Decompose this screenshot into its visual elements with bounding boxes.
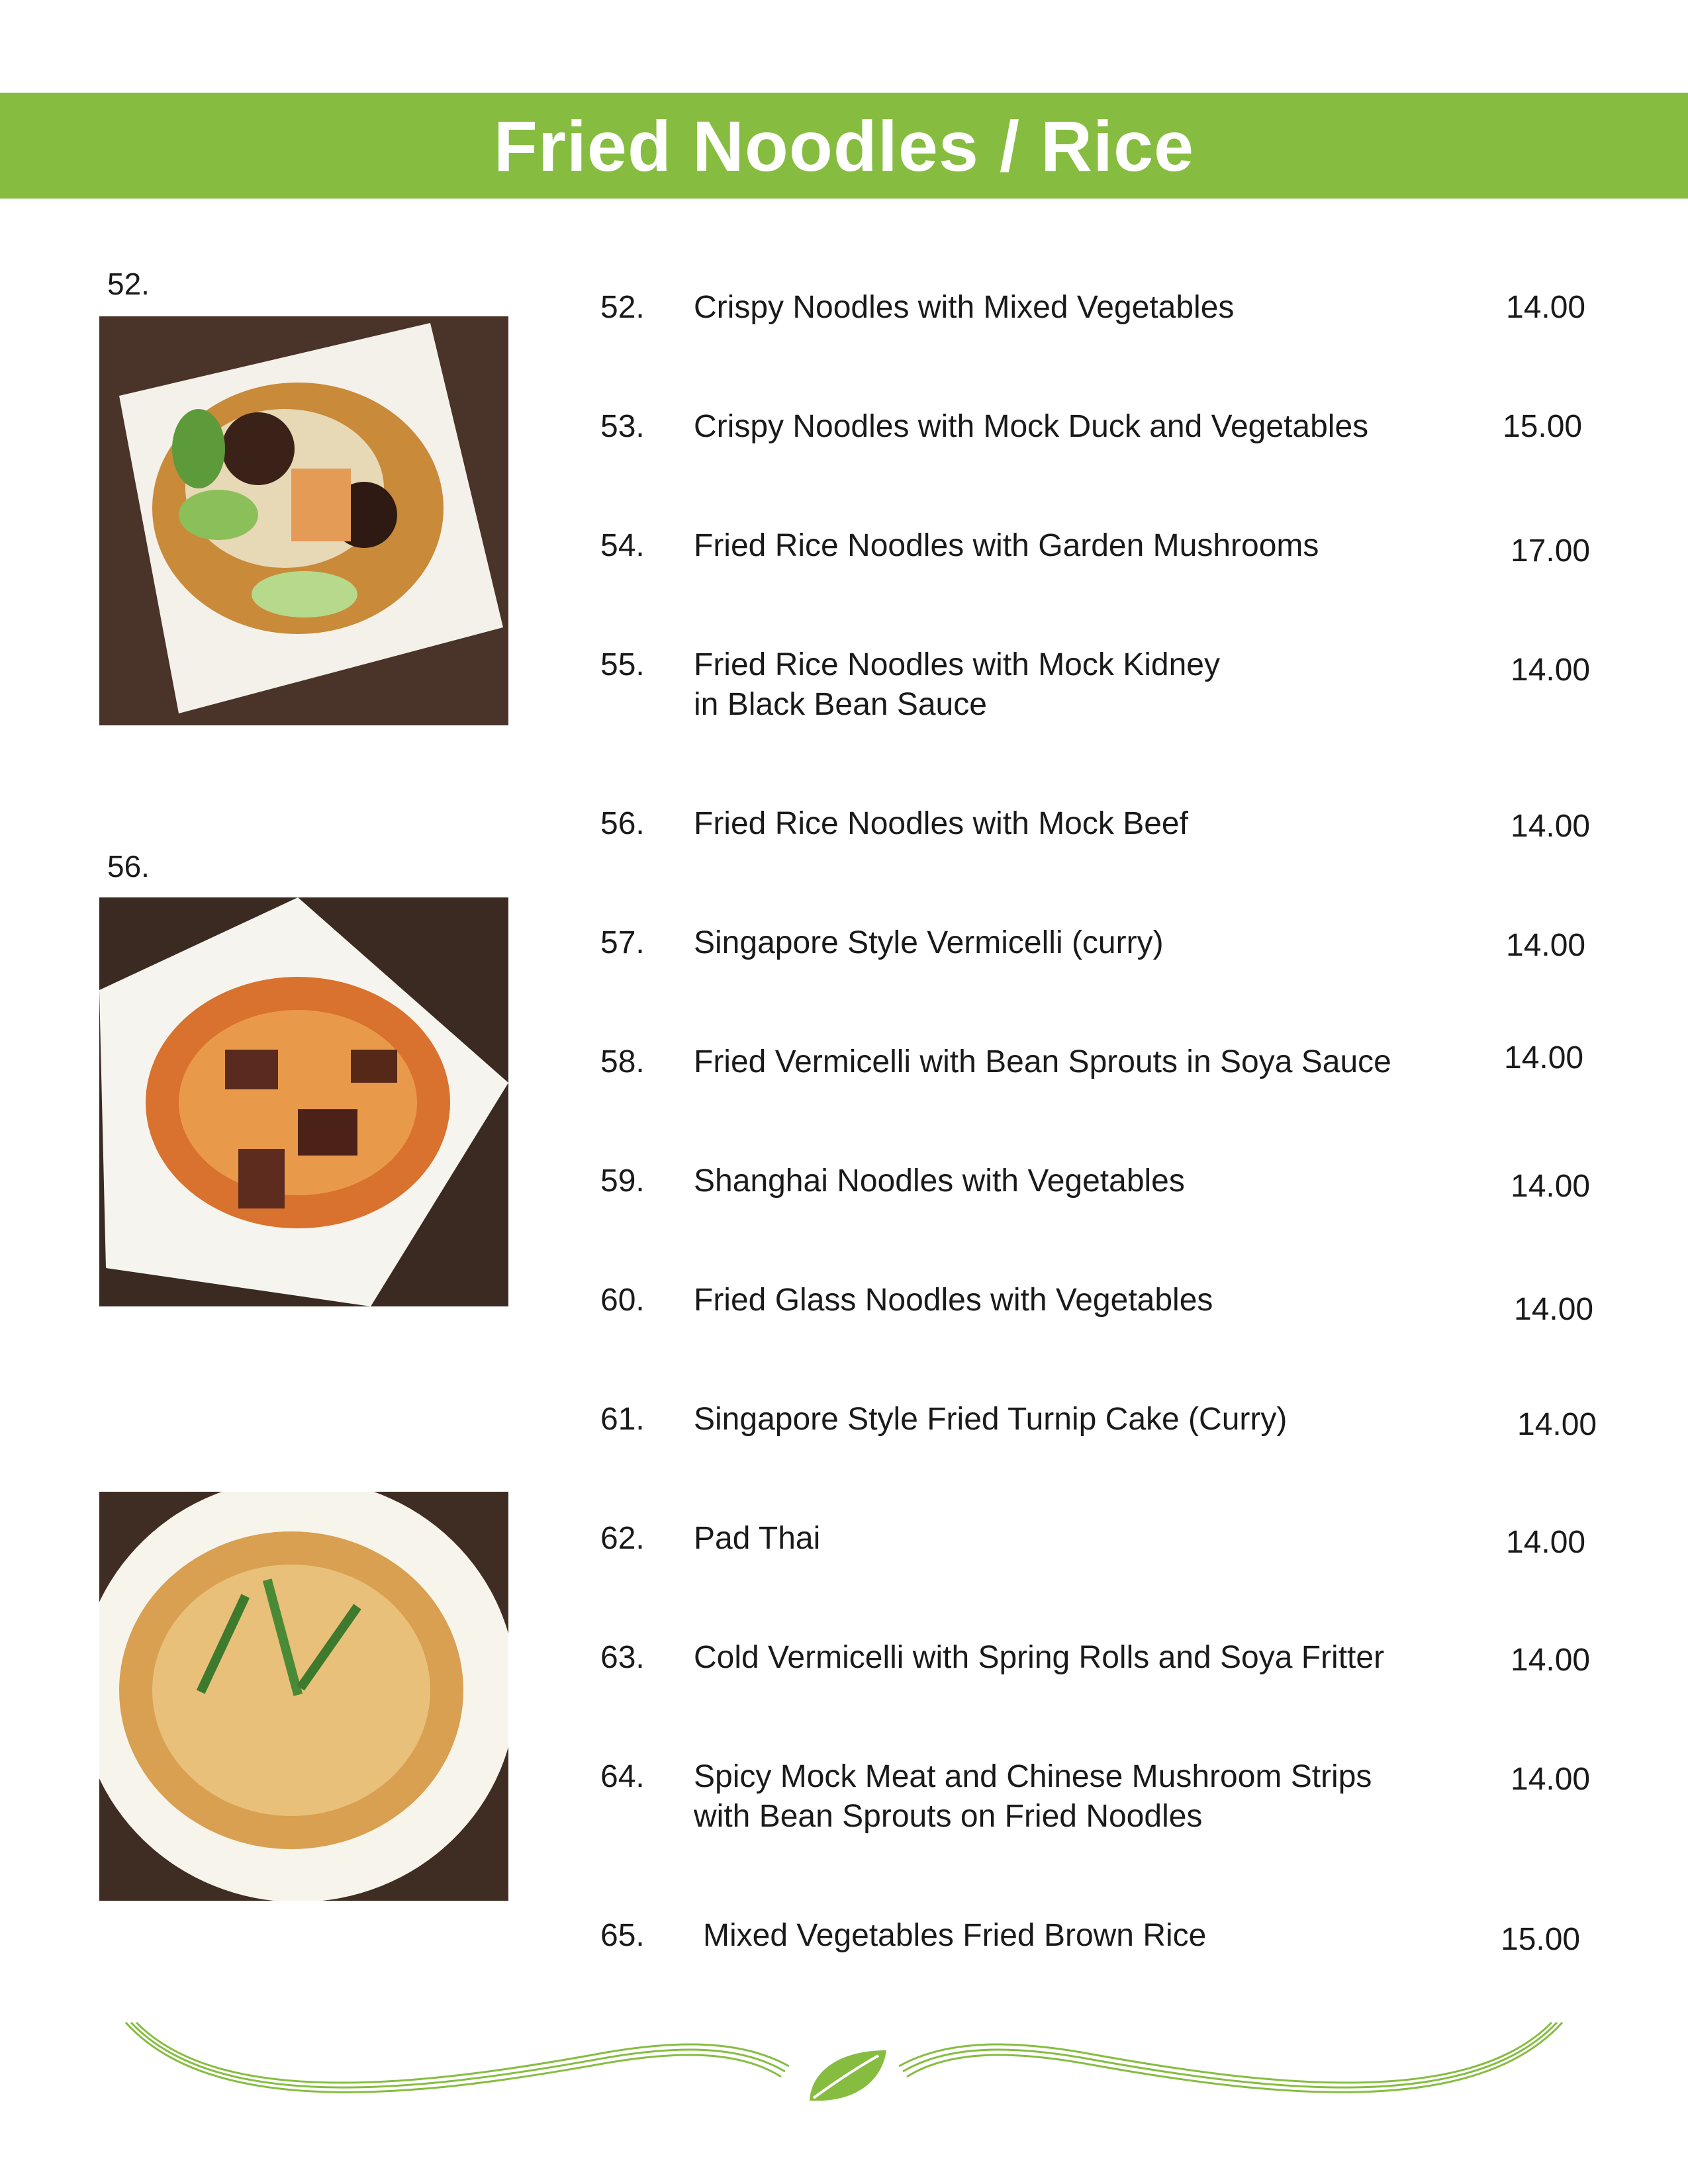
leaf-icon	[804, 2046, 890, 2106]
item-name: Fried Rice Noodles with Mock Beef	[694, 806, 1188, 841]
item-name: Crispy Noodles with Mixed Vegetables	[694, 290, 1235, 325]
dish-photo-crispy-noodles	[99, 316, 508, 725]
photo-label: 52.	[107, 267, 150, 301]
item-price: 14.00	[1511, 653, 1591, 688]
item-name: Mixed Vegetables Fried Brown Rice	[703, 1918, 1207, 1953]
item-number: 62.	[600, 1521, 645, 1556]
item-price: 15.00	[1503, 409, 1583, 444]
item-price: 14.00	[1504, 1040, 1584, 1075]
item-number: 59.	[600, 1163, 645, 1199]
item-name: Fried Rice Noodles with Garden Mushrooms	[694, 528, 1319, 563]
item-price: 14.00	[1511, 1762, 1591, 1797]
title-banner	[0, 93, 1688, 199]
item-name: Fried Vermicelli with Bean Sprouts in Soya Sauce	[694, 1044, 1391, 1079]
item-name: Singapore Style Fried Turnip Cake (Curry)	[694, 1402, 1288, 1437]
item-number: 58.	[600, 1044, 645, 1079]
item-price: 14.00	[1506, 1525, 1586, 1560]
item-name: Fried Rice Noodles with Mock Kidney	[694, 647, 1220, 682]
item-name: Cold Vermicelli with Spring Rolls and Soya Fritter	[694, 1640, 1385, 1675]
item-name: Fried Glass Noodles with Vegetables	[694, 1283, 1213, 1318]
item-price: 15.00	[1501, 1922, 1581, 1957]
item-price: 14.00	[1506, 928, 1586, 963]
item-price: 14.00	[1514, 1292, 1594, 1327]
item-name: Pad Thai	[694, 1521, 821, 1556]
item-name-line2: with Bean Sprouts on Fried Noodles	[694, 1799, 1203, 1834]
item-name: Crispy Noodles with Mock Duck and Vegetables	[694, 409, 1369, 444]
item-price: 17.00	[1511, 533, 1591, 569]
item-number: 61.	[600, 1402, 645, 1437]
item-name: Spicy Mock Meat and Chinese Mushroom Strips	[694, 1759, 1372, 1794]
item-number: 60.	[600, 1283, 645, 1318]
item-price: 14.00	[1506, 290, 1586, 325]
item-number: 53.	[600, 409, 645, 444]
item-number: 65.	[600, 1918, 645, 1953]
item-number: 55.	[600, 647, 645, 682]
item-number: 64.	[600, 1759, 645, 1794]
dish-photo-mock-beef-noodles	[99, 897, 508, 1306]
photo-label: 56.	[107, 849, 150, 884]
footer-ornament	[0, 1999, 1688, 2131]
item-number: 63.	[600, 1640, 645, 1675]
item-price: 14.00	[1511, 1643, 1591, 1678]
item-name-line2: in Black Bean Sauce	[694, 687, 987, 722]
dish-photo-shanghai-noodles	[99, 1492, 508, 1901]
item-number: 57.	[600, 925, 645, 960]
item-price: 14.00	[1511, 809, 1591, 844]
item-number: 52.	[600, 290, 645, 325]
item-number: 56.	[600, 806, 645, 841]
item-price: 14.00	[1517, 1407, 1597, 1442]
page-title: Fried Noodles / Rice	[493, 105, 1195, 186]
item-price: 14.00	[1511, 1169, 1591, 1204]
item-number: 54.	[600, 528, 645, 563]
item-name: Singapore Style Vermicelli (curry)	[694, 925, 1164, 960]
item-name: Shanghai Noodles with Vegetables	[694, 1163, 1185, 1199]
